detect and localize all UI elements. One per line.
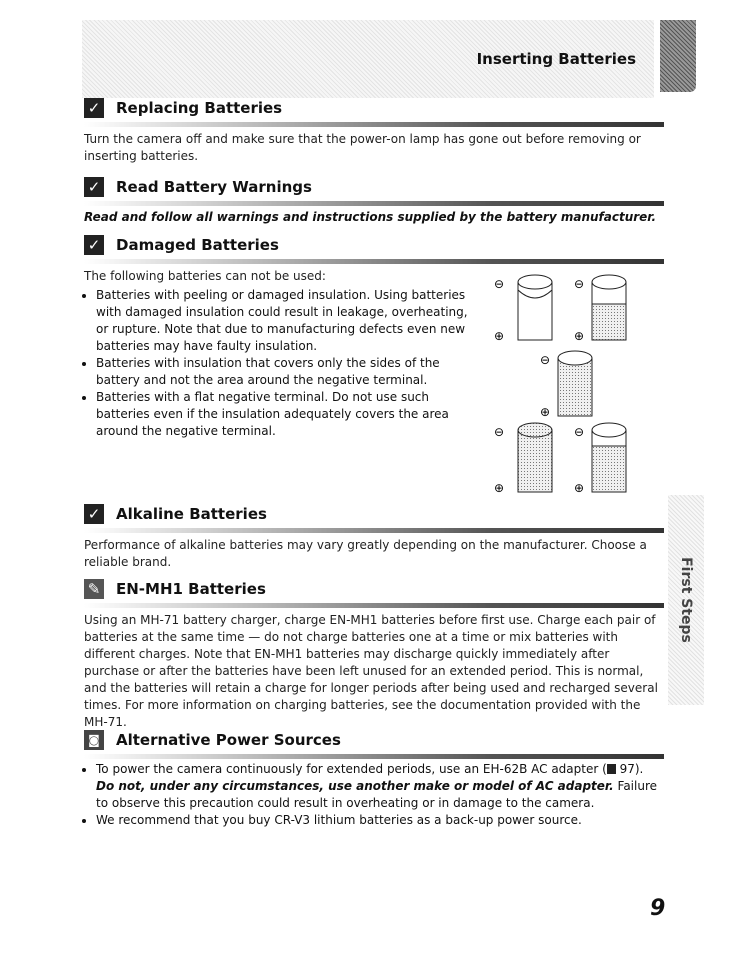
section-title: Damaged Batteries xyxy=(116,236,279,254)
damaged-list xyxy=(84,287,476,440)
section-text: Using an MH-71 battery charger, charge EN-MH1 batteries before first use. Charge each pair of batteries at the same time — do not charge batteries one at a time or mix batteries with different charges. Note that EN-MH1 batteries may discharge quickly immediately after purchase or after the batteries have been left unused for an extended period. This is normal, and the batteries will retain a charge for longer periods after being used and recharged several times. For more information on charging batteries, see the documentation provided with the MH-71. xyxy=(84,613,658,729)
item-text: Failure to observe this precaution could result in overheating or in damage to the camera. xyxy=(96,779,657,810)
minus-terminal-icon: ⊖ xyxy=(574,425,585,439)
checkmark-icon: ✓ xyxy=(84,235,104,255)
page-ref-icon xyxy=(607,764,616,774)
section-title: Replacing Batteries xyxy=(116,99,283,117)
section-read-battery-warnings xyxy=(84,175,664,224)
list-item: • Batteries with insulation that covers only the sides of the battery and not the area around the negative terminal. xyxy=(96,355,476,389)
section-rule xyxy=(84,754,664,759)
section-damaged-batteries xyxy=(84,233,476,440)
header-corner-tab xyxy=(660,20,696,92)
side-chapter-label: First Steps xyxy=(678,557,694,643)
section-enmh1-batteries xyxy=(84,577,664,731)
section-intro: The following batteries can not be used: xyxy=(84,269,326,283)
list-item: • Batteries with a flat negative terminal. Do not use such batteries even if the insulation adequately covers the area around the negative terminal. xyxy=(96,389,476,440)
camera-note-icon: ◙ xyxy=(84,730,104,750)
item-text: To power the camera continuously for extended periods, use an EH-62B AC adapter ( xyxy=(96,762,607,776)
list-item: • We recommend that you buy CR-V3 lithium batteries as a back-up power source. xyxy=(96,812,664,829)
section-rule xyxy=(84,122,664,127)
plus-terminal-icon: ⊕ xyxy=(574,481,585,495)
battery-sides-only-icon xyxy=(558,351,592,416)
battery-diagram xyxy=(488,270,668,500)
plus-terminal-icon: ⊕ xyxy=(574,329,585,343)
section-rule xyxy=(84,528,664,533)
plus-terminal-icon: ⊕ xyxy=(540,405,551,419)
section-alkaline-batteries xyxy=(84,502,664,571)
minus-terminal-icon: ⊖ xyxy=(540,353,551,367)
pencil-note-icon: ✎ xyxy=(84,579,104,599)
list-item xyxy=(96,761,664,812)
section-rule xyxy=(84,603,664,608)
page-number: 9 xyxy=(650,896,666,921)
plus-terminal-icon: ⊕ xyxy=(494,481,505,495)
checkmark-icon: ✓ xyxy=(84,504,104,524)
section-title: EN-MH1 Batteries xyxy=(116,580,266,598)
checkmark-icon: ✓ xyxy=(84,177,104,197)
page-header-title: Inserting Batteries xyxy=(476,50,636,68)
alt-power-list xyxy=(84,761,664,829)
section-rule xyxy=(84,201,664,206)
item-warning: Do not, under any circumstances, use another make or model of AC adapter. xyxy=(96,779,614,793)
checkmark-icon: ✓ xyxy=(84,98,104,118)
minus-terminal-icon: ⊖ xyxy=(574,277,585,291)
section-alternative-power-sources xyxy=(84,728,664,829)
item-text: 97). xyxy=(619,762,644,776)
section-rule xyxy=(84,259,664,264)
list-item: • Batteries with peeling or damaged insulation. Using batteries with damaged insulation could result in leakage, overheating, or rupture. Note that due to manufacturing defects even new batteries may have faulty insulation. xyxy=(96,287,476,355)
minus-terminal-icon: ⊖ xyxy=(494,277,505,291)
battery-peeling-icon xyxy=(518,275,552,340)
page-header-band xyxy=(82,20,654,98)
section-text: Read and follow all warnings and instructions supplied by the battery manufacturer. xyxy=(84,210,657,224)
plus-terminal-icon: ⊕ xyxy=(494,329,505,343)
section-title: Alkaline Batteries xyxy=(116,505,267,523)
battery-flat-terminal-icon xyxy=(518,423,552,492)
section-text: Performance of alkaline batteries may vary greatly depending on the manufacturer. Choose a reliable brand. xyxy=(84,538,647,569)
battery-flat-terminal-icon xyxy=(592,423,626,492)
battery-damaged-icon xyxy=(592,275,626,340)
minus-terminal-icon: ⊖ xyxy=(494,425,505,439)
section-title: Alternative Power Sources xyxy=(116,731,341,749)
section-replacing-batteries xyxy=(84,96,664,165)
section-title: Read Battery Warnings xyxy=(116,178,312,196)
section-text: Turn the camera off and make sure that the power-on lamp has gone out before removing or inserting batteries. xyxy=(84,132,641,163)
